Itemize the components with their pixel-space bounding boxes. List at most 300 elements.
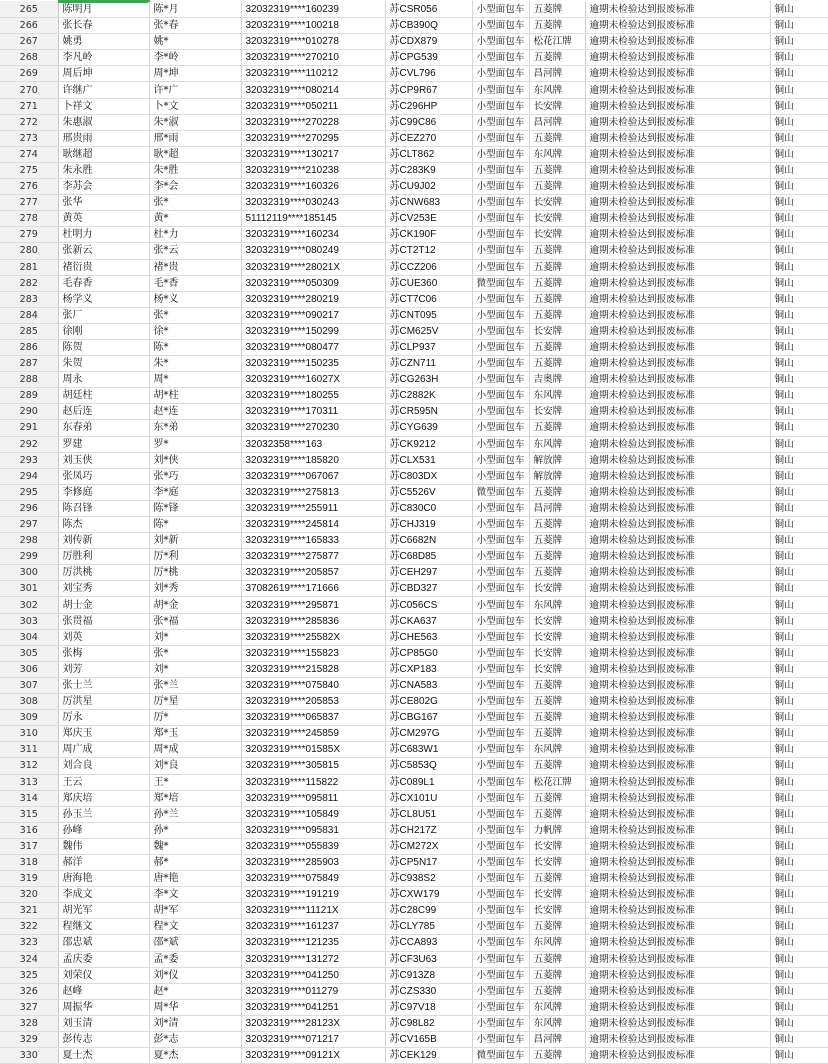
cell-vehicle-type[interactable]: 小型面包车 [472, 597, 529, 613]
cell-name[interactable]: 张新云 [58, 243, 149, 259]
cell-id-number[interactable]: 32032319****080477 [241, 339, 385, 355]
cell-name[interactable]: 胡光军 [58, 903, 149, 919]
table-row[interactable] [0, 581, 828, 597]
cell-name[interactable]: 邢贵雨 [58, 130, 149, 146]
cell-plate-number[interactable]: 苏CB390Q [385, 18, 472, 34]
cell-status[interactable]: 逾期未检验达到报废标准 [585, 854, 770, 870]
cell-district[interactable]: 铜山 [770, 999, 828, 1015]
row-number[interactable]: 278 [0, 211, 58, 227]
cell-masked-name[interactable]: 李*文 [149, 887, 241, 903]
cell-id-number[interactable]: 32032319****075849 [241, 871, 385, 887]
cell-status[interactable]: 逾期未检验达到报废标准 [585, 404, 770, 420]
cell-masked-name[interactable]: 姚* [149, 34, 241, 50]
cell-id-number[interactable]: 32032319****150299 [241, 323, 385, 339]
cell-name[interactable]: 朱贺 [58, 356, 149, 372]
cell-vehicle-type[interactable]: 小型面包车 [472, 919, 529, 935]
cell-name[interactable]: 胡廷柱 [58, 388, 149, 404]
cell-vehicle-type[interactable]: 小型面包车 [472, 661, 529, 677]
cell-district[interactable]: 铜山 [770, 919, 828, 935]
cell-name[interactable]: 姚勇 [58, 34, 149, 50]
cell-name[interactable]: 郝洋 [58, 854, 149, 870]
table-row[interactable] [0, 452, 828, 468]
cell-vehicle-brand[interactable]: 长安牌 [529, 887, 585, 903]
row-number[interactable]: 269 [0, 66, 58, 82]
cell-id-number[interactable]: 32032319****041251 [241, 999, 385, 1015]
row-number[interactable]: 329 [0, 1032, 58, 1048]
cell-vehicle-type[interactable]: 小型面包车 [472, 903, 529, 919]
cell-vehicle-brand[interactable]: 五菱牌 [529, 1048, 585, 1064]
cell-plate-number[interactable]: 苏CUE360 [385, 275, 472, 291]
cell-vehicle-type[interactable]: 微型面包车 [472, 275, 529, 291]
table-row[interactable] [0, 677, 828, 693]
cell-id-number[interactable]: 32032319****100218 [241, 18, 385, 34]
cell-plate-number[interactable]: 苏C830C0 [385, 500, 472, 516]
cell-id-number[interactable]: 32032319****080214 [241, 82, 385, 98]
cell-district[interactable]: 铜山 [770, 82, 828, 98]
cell-district[interactable]: 铜山 [770, 66, 828, 82]
table-row[interactable] [0, 661, 828, 677]
cell-masked-name[interactable]: 周*华 [149, 999, 241, 1015]
cell-name[interactable]: 李凡岭 [58, 50, 149, 66]
table-row[interactable] [0, 404, 828, 420]
cell-masked-name[interactable]: 陈*月 [149, 1, 241, 18]
cell-district[interactable]: 铜山 [770, 243, 828, 259]
table-row[interactable] [0, 34, 828, 50]
cell-vehicle-brand[interactable]: 五菱牌 [529, 710, 585, 726]
cell-vehicle-type[interactable]: 小型面包车 [472, 854, 529, 870]
cell-masked-name[interactable]: 朱* [149, 356, 241, 372]
cell-id-number[interactable]: 32032319****075840 [241, 677, 385, 693]
cell-id-number[interactable]: 32032319****28123X [241, 1015, 385, 1031]
row-number[interactable]: 297 [0, 517, 58, 533]
cell-id-number[interactable]: 32032319****205853 [241, 694, 385, 710]
cell-masked-name[interactable]: 刘*侠 [149, 452, 241, 468]
table-row[interactable] [0, 645, 828, 661]
cell-masked-name[interactable]: 陈*锋 [149, 500, 241, 516]
row-number[interactable]: 318 [0, 854, 58, 870]
cell-name[interactable]: 赵后连 [58, 404, 149, 420]
cell-id-number[interactable]: 32032319****275877 [241, 549, 385, 565]
table-row[interactable] [0, 420, 828, 436]
cell-vehicle-brand[interactable]: 五菱牌 [529, 291, 585, 307]
cell-status[interactable]: 逾期未检验达到报废标准 [585, 291, 770, 307]
cell-masked-name[interactable]: 厉*星 [149, 694, 241, 710]
row-number[interactable]: 313 [0, 774, 58, 790]
cell-name[interactable]: 朱惠淑 [58, 114, 149, 130]
cell-district[interactable]: 铜山 [770, 259, 828, 275]
cell-plate-number[interactable]: 苏C68D85 [385, 549, 472, 565]
cell-masked-name[interactable]: 褚*贵 [149, 259, 241, 275]
cell-name[interactable]: 厉胜利 [58, 549, 149, 565]
cell-vehicle-brand[interactable]: 五菱牌 [529, 356, 585, 372]
cell-id-number[interactable]: 32032319****180255 [241, 388, 385, 404]
cell-vehicle-type[interactable]: 小型面包车 [472, 951, 529, 967]
cell-vehicle-brand[interactable]: 五菱牌 [529, 1, 585, 18]
cell-vehicle-type[interactable]: 小型面包车 [472, 468, 529, 484]
cell-id-number[interactable]: 32032319****067067 [241, 468, 385, 484]
cell-district[interactable]: 铜山 [770, 339, 828, 355]
table-row[interactable] [0, 822, 828, 838]
cell-district[interactable]: 铜山 [770, 790, 828, 806]
cell-id-number[interactable]: 32032319****305815 [241, 758, 385, 774]
cell-name[interactable]: 周后坤 [58, 66, 149, 82]
cell-district[interactable]: 铜山 [770, 1015, 828, 1031]
cell-id-number[interactable]: 32032319****01585X [241, 742, 385, 758]
table-row[interactable] [0, 291, 828, 307]
cell-plate-number[interactable]: 苏C089L1 [385, 774, 472, 790]
table-row[interactable] [0, 388, 828, 404]
cell-district[interactable]: 铜山 [770, 629, 828, 645]
cell-vehicle-brand[interactable]: 解放牌 [529, 452, 585, 468]
cell-status[interactable]: 逾期未检验达到报废标准 [585, 162, 770, 178]
cell-vehicle-type[interactable]: 小型面包车 [472, 999, 529, 1015]
cell-vehicle-brand[interactable]: 五菱牌 [529, 130, 585, 146]
cell-name[interactable]: 杨学义 [58, 291, 149, 307]
cell-district[interactable]: 铜山 [770, 726, 828, 742]
cell-district[interactable]: 铜山 [770, 661, 828, 677]
cell-vehicle-type[interactable]: 小型面包车 [472, 565, 529, 581]
cell-masked-name[interactable]: 张*巧 [149, 468, 241, 484]
cell-id-number[interactable]: 32032319****055839 [241, 838, 385, 854]
row-number[interactable]: 288 [0, 372, 58, 388]
table-row[interactable] [0, 307, 828, 323]
cell-id-number[interactable]: 32032319****285903 [241, 854, 385, 870]
cell-id-number[interactable]: 32032319****285836 [241, 613, 385, 629]
cell-masked-name[interactable]: 胡*军 [149, 903, 241, 919]
cell-id-number[interactable]: 32032319****131272 [241, 951, 385, 967]
cell-masked-name[interactable]: 耿*超 [149, 146, 241, 162]
cell-district[interactable]: 铜山 [770, 307, 828, 323]
cell-district[interactable]: 铜山 [770, 983, 828, 999]
cell-status[interactable]: 逾期未检验达到报废标准 [585, 806, 770, 822]
cell-id-number[interactable]: 32032319****155823 [241, 645, 385, 661]
cell-vehicle-brand[interactable]: 长安牌 [529, 581, 585, 597]
cell-district[interactable]: 铜山 [770, 388, 828, 404]
cell-id-number[interactable]: 32032319****150235 [241, 356, 385, 372]
cell-name[interactable]: 陈贺 [58, 339, 149, 355]
cell-name[interactable]: 张厂 [58, 307, 149, 323]
table-row[interactable] [0, 710, 828, 726]
cell-masked-name[interactable]: 毛*香 [149, 275, 241, 291]
cell-vehicle-type[interactable]: 小型面包车 [472, 291, 529, 307]
cell-masked-name[interactable]: 陈* [149, 517, 241, 533]
cell-id-number[interactable]: 32032319****11121X [241, 903, 385, 919]
cell-district[interactable]: 铜山 [770, 372, 828, 388]
table-row[interactable] [0, 1048, 828, 1064]
table-row[interactable] [0, 533, 828, 549]
cell-vehicle-type[interactable]: 小型面包车 [472, 742, 529, 758]
cell-plate-number[interactable]: 苏CCA893 [385, 935, 472, 951]
cell-plate-number[interactable]: 苏CT2T12 [385, 243, 472, 259]
cell-vehicle-type[interactable]: 小型面包车 [472, 1015, 529, 1031]
row-number[interactable]: 265 [0, 1, 58, 18]
table-row[interactable] [0, 1, 828, 18]
cell-status[interactable]: 逾期未检验达到报废标准 [585, 549, 770, 565]
cell-plate-number[interactable]: 苏CXP183 [385, 661, 472, 677]
cell-vehicle-brand[interactable]: 五菱牌 [529, 18, 585, 34]
cell-masked-name[interactable]: 徐* [149, 323, 241, 339]
cell-district[interactable]: 铜山 [770, 903, 828, 919]
cell-vehicle-type[interactable]: 小型面包车 [472, 838, 529, 854]
cell-id-number[interactable]: 32032319****09121X [241, 1048, 385, 1064]
cell-vehicle-type[interactable]: 小型面包车 [472, 98, 529, 114]
cell-vehicle-type[interactable]: 小型面包车 [472, 114, 529, 130]
row-number[interactable]: 303 [0, 613, 58, 629]
cell-vehicle-type[interactable]: 小型面包车 [472, 18, 529, 34]
cell-district[interactable]: 铜山 [770, 323, 828, 339]
cell-plate-number[interactable]: 苏CG263H [385, 372, 472, 388]
cell-name[interactable]: 毛春香 [58, 275, 149, 291]
cell-plate-number[interactable]: 苏CR595N [385, 404, 472, 420]
cell-masked-name[interactable]: 张*云 [149, 243, 241, 259]
cell-status[interactable]: 逾期未检验达到报废标准 [585, 645, 770, 661]
cell-plate-number[interactable]: 苏CP85G0 [385, 645, 472, 661]
cell-status[interactable]: 逾期未检验达到报废标准 [585, 452, 770, 468]
cell-id-number[interactable]: 32032319****160326 [241, 179, 385, 195]
table-row[interactable] [0, 468, 828, 484]
table-row[interactable] [0, 871, 828, 887]
cell-vehicle-brand[interactable]: 五菱牌 [529, 533, 585, 549]
cell-plate-number[interactable]: 苏CLP937 [385, 339, 472, 355]
cell-district[interactable]: 铜山 [770, 951, 828, 967]
cell-name[interactable]: 耿继超 [58, 146, 149, 162]
cell-plate-number[interactable]: 苏CYG639 [385, 420, 472, 436]
table-row[interactable] [0, 18, 828, 34]
cell-status[interactable]: 逾期未检验达到报废标准 [585, 227, 770, 243]
table-row[interactable] [0, 1032, 828, 1048]
cell-masked-name[interactable]: 唐*艳 [149, 871, 241, 887]
cell-vehicle-type[interactable]: 小型面包车 [472, 967, 529, 983]
cell-name[interactable]: 张梅 [58, 645, 149, 661]
cell-id-number[interactable]: 32032319****065837 [241, 710, 385, 726]
cell-district[interactable]: 铜山 [770, 162, 828, 178]
cell-vehicle-type[interactable]: 小型面包车 [472, 629, 529, 645]
cell-vehicle-type[interactable]: 小型面包车 [472, 774, 529, 790]
cell-vehicle-type[interactable]: 小型面包车 [472, 935, 529, 951]
cell-masked-name[interactable]: 赵* [149, 983, 241, 999]
cell-vehicle-type[interactable]: 微型面包车 [472, 484, 529, 500]
cell-status[interactable]: 逾期未检验达到报废标准 [585, 420, 770, 436]
cell-name[interactable]: 黄英 [58, 211, 149, 227]
cell-id-number[interactable]: 32032319****095831 [241, 822, 385, 838]
table-row[interactable] [0, 98, 828, 114]
cell-id-number[interactable]: 32032319****115822 [241, 774, 385, 790]
cell-vehicle-brand[interactable]: 五菱牌 [529, 339, 585, 355]
table-row[interactable] [0, 130, 828, 146]
row-number[interactable]: 296 [0, 500, 58, 516]
cell-name[interactable]: 郑庆玉 [58, 726, 149, 742]
cell-vehicle-brand[interactable]: 东风牌 [529, 999, 585, 1015]
cell-vehicle-brand[interactable]: 东风牌 [529, 597, 585, 613]
cell-status[interactable]: 逾期未检验达到报废标准 [585, 951, 770, 967]
cell-vehicle-type[interactable]: 小型面包车 [472, 533, 529, 549]
cell-status[interactable]: 逾期未检验达到报废标准 [585, 629, 770, 645]
table-row[interactable] [0, 694, 828, 710]
cell-vehicle-type[interactable]: 小型面包车 [472, 307, 529, 323]
cell-status[interactable]: 逾期未检验达到报废标准 [585, 774, 770, 790]
row-number[interactable]: 320 [0, 887, 58, 903]
cell-vehicle-type[interactable]: 小型面包车 [472, 356, 529, 372]
cell-vehicle-brand[interactable]: 吉奥牌 [529, 372, 585, 388]
cell-status[interactable]: 逾期未检验达到报废标准 [585, 887, 770, 903]
cell-vehicle-type[interactable]: 小型面包车 [472, 645, 529, 661]
cell-status[interactable]: 逾期未检验达到报废标准 [585, 613, 770, 629]
cell-status[interactable]: 逾期未检验达到报废标准 [585, 903, 770, 919]
table-row[interactable] [0, 275, 828, 291]
cell-name[interactable]: 周振华 [58, 999, 149, 1015]
cell-district[interactable]: 铜山 [770, 146, 828, 162]
table-row[interactable] [0, 500, 828, 516]
cell-vehicle-type[interactable]: 小型面包车 [472, 887, 529, 903]
row-number[interactable]: 301 [0, 581, 58, 597]
row-number[interactable]: 305 [0, 645, 58, 661]
cell-name[interactable]: 张凤巧 [58, 468, 149, 484]
cell-id-number[interactable]: 32032319****270210 [241, 50, 385, 66]
cell-vehicle-type[interactable]: 小型面包车 [472, 195, 529, 211]
cell-vehicle-type[interactable]: 小型面包车 [472, 710, 529, 726]
cell-plate-number[interactable]: 苏CF3U63 [385, 951, 472, 967]
cell-status[interactable]: 逾期未检验达到报废标准 [585, 66, 770, 82]
cell-status[interactable]: 逾期未检验达到报废标准 [585, 372, 770, 388]
table-row[interactable] [0, 243, 828, 259]
cell-district[interactable]: 铜山 [770, 130, 828, 146]
table-row[interactable] [0, 613, 828, 629]
cell-status[interactable]: 逾期未检验达到报废标准 [585, 34, 770, 50]
cell-district[interactable]: 铜山 [770, 758, 828, 774]
table-row[interactable] [0, 50, 828, 66]
cell-status[interactable]: 逾期未检验达到报废标准 [585, 468, 770, 484]
cell-masked-name[interactable]: 邵*斌 [149, 935, 241, 951]
cell-masked-name[interactable]: 罗* [149, 436, 241, 452]
cell-vehicle-type[interactable]: 小型面包车 [472, 130, 529, 146]
cell-name[interactable]: 程继文 [58, 919, 149, 935]
table-row[interactable] [0, 758, 828, 774]
row-number[interactable]: 294 [0, 468, 58, 484]
cell-name[interactable]: 东春弟 [58, 420, 149, 436]
cell-plate-number[interactable]: 苏CEH297 [385, 565, 472, 581]
cell-status[interactable]: 逾期未检验达到报废标准 [585, 677, 770, 693]
table-row[interactable] [0, 162, 828, 178]
cell-id-number[interactable]: 32032319****160234 [241, 227, 385, 243]
cell-id-number[interactable]: 32032319****105849 [241, 806, 385, 822]
cell-district[interactable]: 铜山 [770, 967, 828, 983]
cell-id-number[interactable]: 32032319****28021X [241, 259, 385, 275]
cell-vehicle-brand[interactable]: 五菱牌 [529, 549, 585, 565]
row-number[interactable]: 270 [0, 82, 58, 98]
cell-vehicle-type[interactable]: 小型面包车 [472, 82, 529, 98]
cell-masked-name[interactable]: 刘* [149, 661, 241, 677]
cell-masked-name[interactable]: 郑*玉 [149, 726, 241, 742]
cell-vehicle-type[interactable]: 小型面包车 [472, 162, 529, 178]
cell-vehicle-type[interactable]: 小型面包车 [472, 50, 529, 66]
cell-vehicle-type[interactable]: 小型面包车 [472, 372, 529, 388]
cell-masked-name[interactable]: 朱*淑 [149, 114, 241, 130]
row-number[interactable]: 280 [0, 243, 58, 259]
cell-vehicle-brand[interactable]: 五菱牌 [529, 726, 585, 742]
cell-name[interactable]: 陈明月 [58, 1, 149, 18]
row-number[interactable]: 327 [0, 999, 58, 1015]
cell-id-number[interactable]: 32032319****030243 [241, 195, 385, 211]
cell-id-number[interactable]: 32032319****205857 [241, 565, 385, 581]
cell-name[interactable]: 刘宝秀 [58, 581, 149, 597]
cell-vehicle-type[interactable]: 小型面包车 [472, 822, 529, 838]
cell-status[interactable]: 逾期未检验达到报废标准 [585, 517, 770, 533]
cell-vehicle-brand[interactable]: 五菱牌 [529, 694, 585, 710]
row-number[interactable]: 304 [0, 629, 58, 645]
cell-status[interactable]: 逾期未检验达到报废标准 [585, 726, 770, 742]
cell-vehicle-brand[interactable]: 东风牌 [529, 82, 585, 98]
table-row[interactable] [0, 854, 828, 870]
row-number[interactable]: 316 [0, 822, 58, 838]
cell-plate-number[interactable]: 苏CNW683 [385, 195, 472, 211]
cell-district[interactable]: 铜山 [770, 452, 828, 468]
cell-plate-number[interactable]: 苏CM625V [385, 323, 472, 339]
cell-id-number[interactable]: 32032319****160239 [241, 1, 385, 18]
cell-vehicle-brand[interactable]: 东风牌 [529, 742, 585, 758]
cell-id-number[interactable]: 32032358****163 [241, 436, 385, 452]
cell-vehicle-brand[interactable]: 昌河牌 [529, 1032, 585, 1048]
row-number[interactable]: 328 [0, 1015, 58, 1031]
cell-district[interactable]: 铜山 [770, 291, 828, 307]
table-row[interactable] [0, 838, 828, 854]
cell-vehicle-brand[interactable]: 昌河牌 [529, 66, 585, 82]
cell-plate-number[interactable]: 苏CXW179 [385, 887, 472, 903]
cell-masked-name[interactable]: 邢*雨 [149, 130, 241, 146]
cell-id-number[interactable]: 32032319****245859 [241, 726, 385, 742]
cell-name[interactable]: 郑庆培 [58, 790, 149, 806]
cell-id-number[interactable]: 32032319****295871 [241, 597, 385, 613]
cell-vehicle-brand[interactable]: 长安牌 [529, 645, 585, 661]
cell-vehicle-type[interactable]: 小型面包车 [472, 227, 529, 243]
cell-vehicle-type[interactable]: 小型面包车 [472, 179, 529, 195]
cell-id-number[interactable]: 32032319****270295 [241, 130, 385, 146]
cell-masked-name[interactable]: 郑*培 [149, 790, 241, 806]
cell-masked-name[interactable]: 李*岭 [149, 50, 241, 66]
table-row[interactable] [0, 517, 828, 533]
cell-status[interactable]: 逾期未检验达到报废标准 [585, 356, 770, 372]
row-number[interactable]: 287 [0, 356, 58, 372]
row-number[interactable]: 311 [0, 742, 58, 758]
cell-plate-number[interactable]: 苏C296HP [385, 98, 472, 114]
cell-name[interactable]: 孟庆委 [58, 951, 149, 967]
cell-name[interactable]: 孙玉兰 [58, 806, 149, 822]
cell-plate-number[interactable]: 苏CM272X [385, 838, 472, 854]
cell-plate-number[interactable]: 苏C283K9 [385, 162, 472, 178]
table-row[interactable] [0, 919, 828, 935]
cell-status[interactable]: 逾期未检验达到报废标准 [585, 999, 770, 1015]
cell-vehicle-brand[interactable]: 五菱牌 [529, 871, 585, 887]
cell-plate-number[interactable]: 苏C97V18 [385, 999, 472, 1015]
cell-vehicle-type[interactable]: 小型面包车 [472, 677, 529, 693]
cell-status[interactable]: 逾期未检验达到报废标准 [585, 694, 770, 710]
cell-masked-name[interactable]: 卜*文 [149, 98, 241, 114]
cell-vehicle-brand[interactable]: 五菱牌 [529, 517, 585, 533]
table-row[interactable] [0, 999, 828, 1015]
row-number[interactable]: 319 [0, 871, 58, 887]
cell-district[interactable]: 铜山 [770, 645, 828, 661]
cell-masked-name[interactable]: 张* [149, 195, 241, 211]
cell-district[interactable]: 铜山 [770, 114, 828, 130]
cell-district[interactable]: 铜山 [770, 356, 828, 372]
cell-plate-number[interactable]: 苏C683W1 [385, 742, 472, 758]
cell-vehicle-brand[interactable]: 东风牌 [529, 1015, 585, 1031]
cell-status[interactable]: 逾期未检验达到报废标准 [585, 323, 770, 339]
cell-name[interactable]: 李苏会 [58, 179, 149, 195]
cell-status[interactable]: 逾期未检验达到报废标准 [585, 597, 770, 613]
table-row[interactable] [0, 967, 828, 983]
cell-vehicle-type[interactable]: 小型面包车 [472, 517, 529, 533]
cell-id-number[interactable]: 32032319****071217 [241, 1032, 385, 1048]
